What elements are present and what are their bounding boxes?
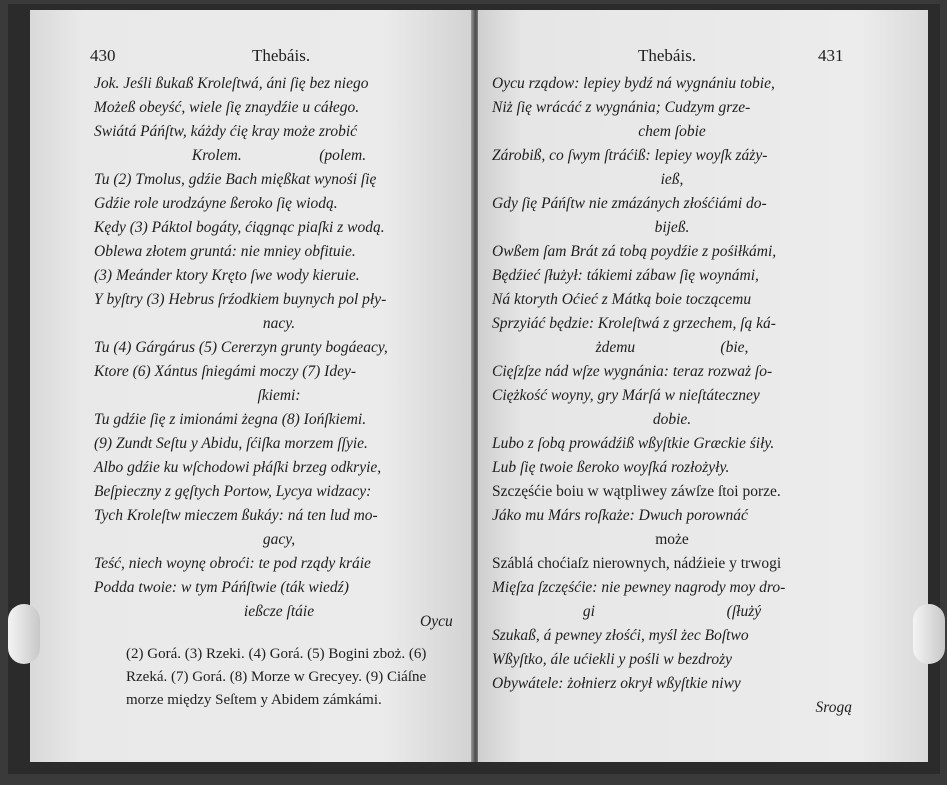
running-head-left: Thebáis. [252,46,311,65]
text-line: ießcze ſtáie [243,603,315,620]
text-line: Gdźie role urodzáyne ßeroko ſię wiodą. [94,195,338,212]
text-line: Możeß obeyść, wiele ſię znaydźie u cáłego. [94,99,360,116]
text-line: Jáko mu Márs roſkaże: Dwuch porownáć [492,507,748,524]
text-line: Tu gdźie ſię z imionámi żegna (8) Iońſkiemi. [94,411,367,428]
text-line: Tych Kroleſtw mieczem ßukáy: ná ten lud mo- [94,507,378,524]
text-line: Oycu rządow: lepiey bydź ná wygnániu tobie, [492,75,775,92]
page-number-right: 431 [818,46,844,65]
text-line: Tu (2) Tmolus, gdźie Bach mięßkat wynośi ſię [94,171,377,188]
page-clip-left [8,604,40,664]
text-line: dobie. [652,411,692,428]
text-line: Száblá choćiaſz nierownych, nádźieie y trwogi [492,555,782,572]
text-line: może [655,531,689,548]
footnotes: (2) Gorá. (3) Rzeki. (4) Gorá. (5) Bogini zboż. (6) Rzeká. (7) Gorá. (8) Morze w Grecyey. (9) Ciáſne morze między Seſtem y Abidem zámkámi. [126,646,427,708]
left-page [30,10,473,762]
right-page [478,10,928,762]
page-number-left: 430 [90,46,116,65]
book-spread [8,4,940,774]
text-line: bijeß. [654,219,690,236]
text-line: Lubo z ſobą prowádźiß wßyſtkie Græckie śiły. [492,435,775,452]
text-line: Ktore (6) Xántus ſniegámi moczy (7) Idey- [94,363,356,380]
text-line: Szczęśćie boiu w wątpliwey záwſze ſtoi porze. [492,483,781,500]
text-line: Niż ſię wrácáć z wygnánia; Cudzym grze- [492,99,751,116]
running-head-right: Thebáis. [638,46,697,65]
text-line: Lub ſię twoie ßeroko woyſká rozłożyły. [492,459,730,476]
page-clip-right [913,604,945,664]
text-line: Wßyſtko, ále ućiekli y pośli w bezdroży [492,651,733,668]
text-line: Ciężkość woyny, gry Márſá w nieſtáteczney [492,387,760,404]
text-line: Teść, niech woynę obroći: te pod rządy kráie [94,555,371,572]
text-line: Beſpieczny z gęſtych Portow, Lycya widzacy: [94,483,372,500]
text-line: Jok. Jeśli ßukaß Kroleſtwá, áni ſię bez niego [94,75,369,92]
text-line: (9) Zundt Seſtu y Abidu, ſćiſka morzem ſſyie. [94,435,368,452]
text-line: żdemu (bie, [595,339,749,356]
text-line: gi (ſłużý [582,603,762,620]
text-line: Krolem. (polem. [191,147,367,164]
text-line: Cięſzſze nád wſze wygnánia: teraz rozważ ſo- [492,363,773,380]
text-line: ieß, [660,171,684,188]
text-line: Szukaß, á pewney złośći, myśl żec Boſtwo [492,627,749,644]
text-line: Albo gdźie ku wſchodowi płáſki brzeg odkryie, [94,459,382,476]
text-line: (3) Meánder ktory Kręto ſwe wody kieruie. [94,267,360,284]
right-body-text [492,72,852,720]
text-line: Będźieć ſłużył: tákiemi zábaw ſię woynámi, [492,267,759,284]
text-line: Swiátá Páńſtw, káżdy ćię kray może zrobić [94,123,358,140]
text-line: Oblewa złotem gruntá: nie mniey obfituie. [94,243,356,260]
text-line: Owßem ſam Brát zá tobą poydźie z pośiłkámi, [492,243,777,260]
catchword-right: Srogą [815,699,852,716]
text-line: gacy, [262,531,296,548]
text-line: Sprzyiáć będzie: Kroleſtwá z grzechem, ſą ká- [492,315,776,332]
text-line: Tu (4) Gárgárus (5) Cererzyn grunty bogáeacy, [94,339,388,356]
text-line: ſkiemi: [257,387,301,404]
text-line: Y byſtry (3) Hebrus ſrźodkiem buynych pol pły- [94,291,387,308]
text-line: Zárobiß, co ſwym ſtráćiß: lepiey woyſk záży- [492,147,768,164]
left-body-text [94,72,464,624]
text-line: Ná ktoryth Oćieć z Mátką boie toczącemu [492,291,752,308]
text-line: Kędy (3) Páktol bogáty, ćiągnąc piaſki z wodą. [94,219,385,236]
catchword-left: Oycu [420,613,453,630]
text-line: Podda twoie: w tym Páńſtwie (ták wiedź) [94,579,349,596]
text-line: Obywátele: żołnierz okrył wßyſtkie niwy [492,675,741,692]
text-line: nacy. [262,315,296,332]
text-line: Mięſza ſzczęśćie: nie pewney nagrody moy dro- [492,579,786,596]
text-line: chem ſobie [638,123,706,140]
text-line: Gdy ſię Páńſtw nie zmázánych złośćiámi do- [492,195,767,212]
